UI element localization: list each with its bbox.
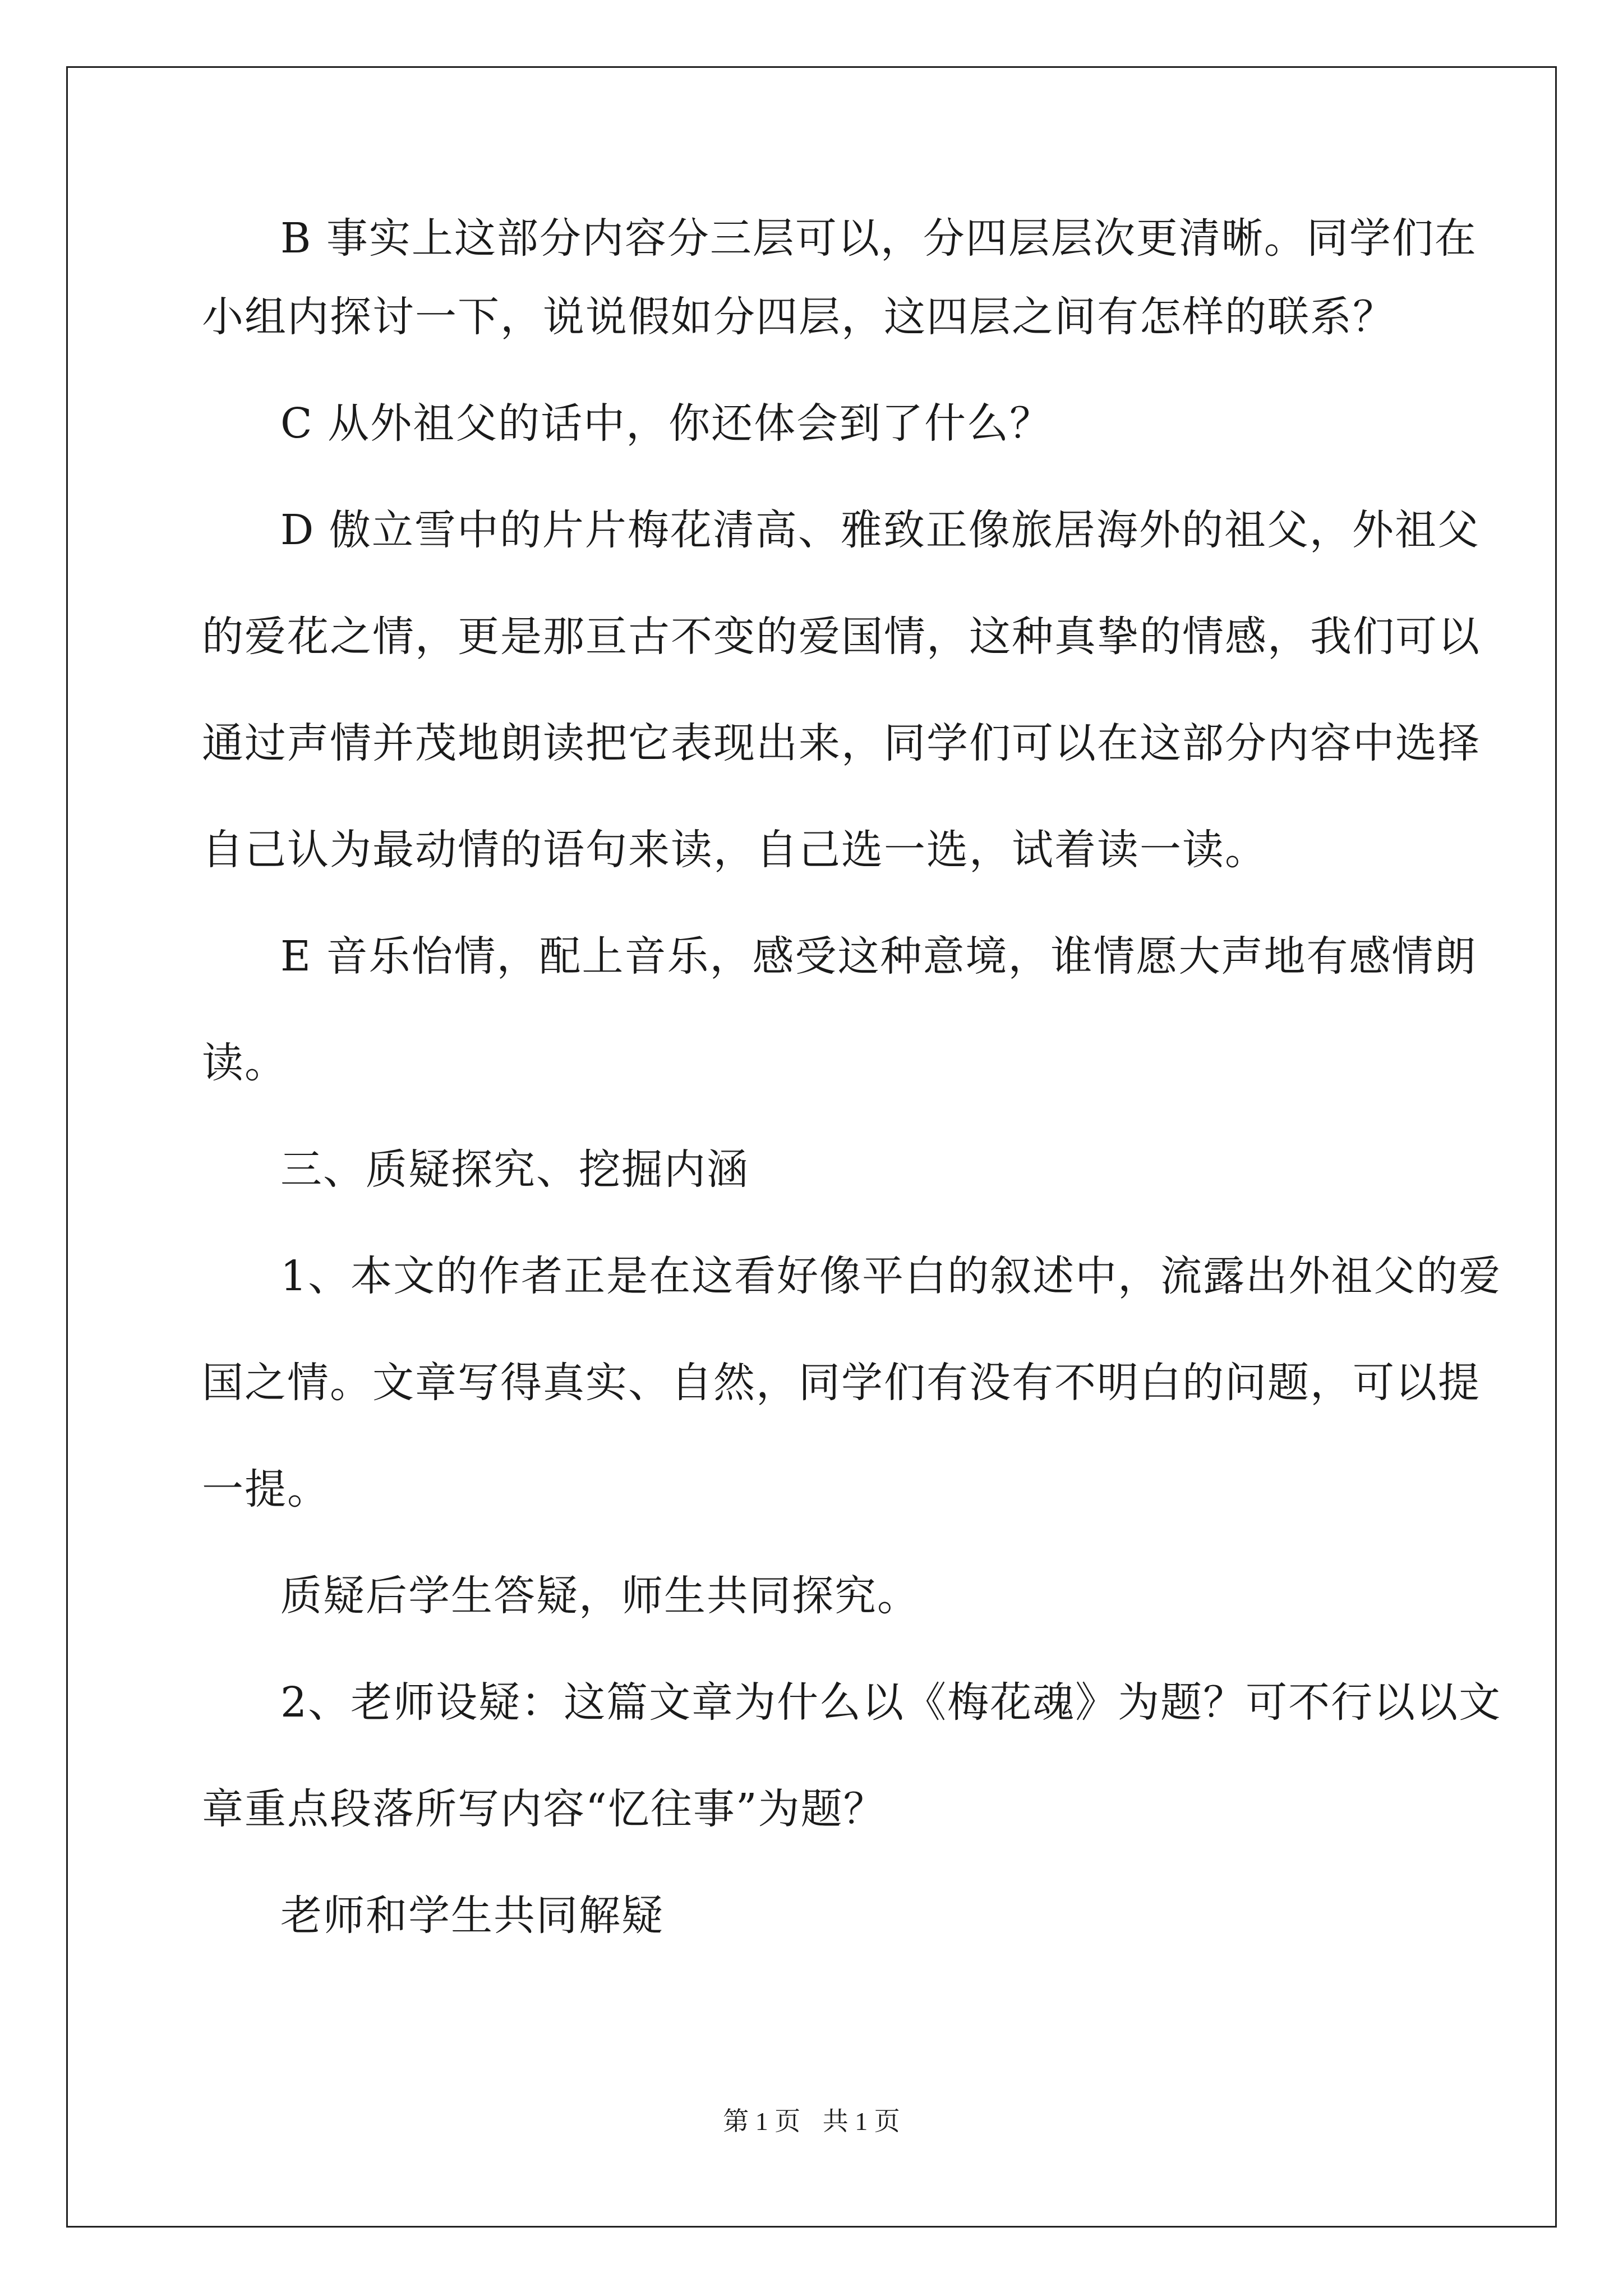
paragraph-line: 2、老师设疑：这篇文章为什么以《梅花魂》为题？可不行以以文 xyxy=(280,1678,1502,1727)
paragraph-line: B 事实上这部分内容分三层可以，分四层层次更清晰。同学们在 xyxy=(280,214,1477,263)
paragraph-line: 1、本文的作者正是在这看好像平白的叙述中，流露出外祖父的爱 xyxy=(280,1252,1502,1300)
paragraph-line: 一提。 xyxy=(202,1465,330,1513)
paragraph-line: 自己认为最动情的语句来读，自己选一选，试着读一读。 xyxy=(202,826,1267,874)
paragraph-line: E 音乐怡情，配上音乐，感受这种意境，谁情愿大声地有感情朗 xyxy=(280,932,1477,981)
paragraph-line: 章重点段落所写内容“忆往事”为题？ xyxy=(202,1785,886,1833)
page-footer xyxy=(0,2106,1623,2137)
page-number-total: 共 1 页 xyxy=(822,2107,900,2136)
section-heading: 三、质疑探究、挖掘内涵 xyxy=(280,1145,749,1194)
page-number-current: 第 1 页 xyxy=(723,2107,801,2136)
paragraph-line: 质疑后学生答疑，师生共同探究。 xyxy=(280,1572,920,1620)
paragraph-line: 通过声情并茂地朗读把它表现出来，同学们可以在这部分内容中选择 xyxy=(202,719,1481,767)
paragraph-line: 小组内探讨一下，说说假如分四层，这四层之间有怎样的联系？ xyxy=(202,293,1395,341)
paragraph-line: D 傲立雪中的片片梅花清高、雅致正像旅居海外的祖父，外祖父 xyxy=(280,506,1480,554)
paragraph-line: 读。 xyxy=(202,1039,287,1087)
paragraph-line: 的爱花之情，更是那亘古不变的爱国情，这种真挚的情感，我们可以 xyxy=(202,613,1481,661)
paragraph-line: C 从外祖父的话中，你还体会到了什么？ xyxy=(280,399,1053,448)
paragraph-line: 老师和学生共同解疑 xyxy=(280,1892,664,1940)
paragraph-line: 国之情。文章写得真实、自然，同学们有没有不明白的问题，可以提 xyxy=(202,1359,1481,1407)
